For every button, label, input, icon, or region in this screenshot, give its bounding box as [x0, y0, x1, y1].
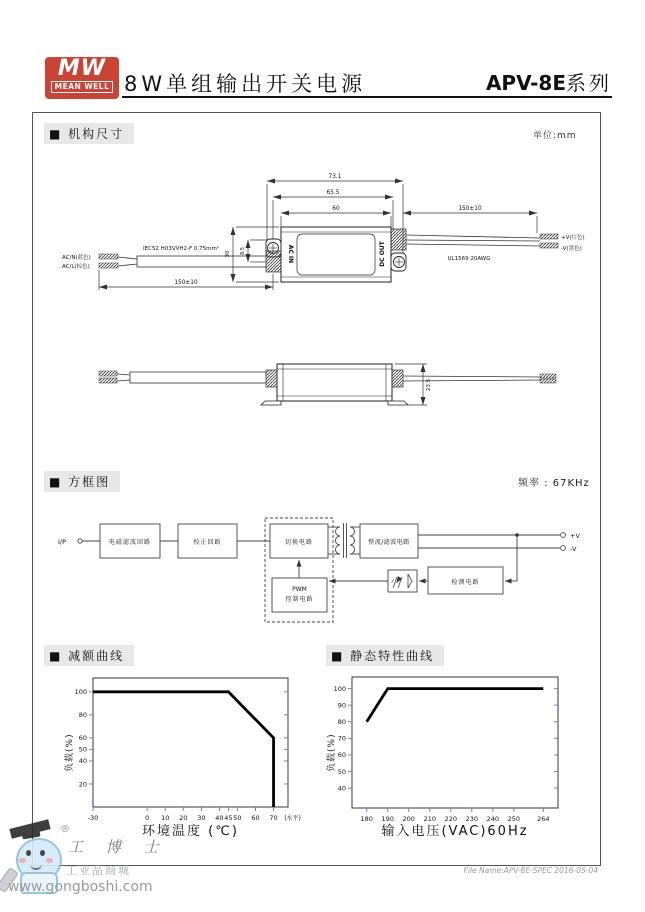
dimension-60	[281, 206, 391, 227]
data-series-line	[367, 689, 544, 722]
x-tick-label: 210	[423, 815, 436, 823]
x-tick-label: 220	[444, 815, 458, 823]
dim-offset-label: 8.5	[240, 247, 246, 255]
x-tick-label: 190	[381, 815, 394, 823]
x-tick-label: 0	[145, 814, 150, 822]
dimension-150-right	[403, 206, 537, 233]
x-tick-label: 180	[360, 815, 373, 823]
ac-l-label: AC/L(棕色)	[62, 264, 90, 270]
ac-in-marking: AC IN	[287, 244, 294, 264]
logo-brand-text: MEAN WELL	[51, 81, 114, 93]
output-filter-label: 整流/滤波电路	[368, 539, 410, 546]
pwm-box	[272, 578, 327, 612]
plot-border	[93, 678, 288, 807]
device-top-view	[281, 227, 391, 282]
watermark-name: 工 博 士	[68, 838, 168, 856]
pwm-label-1: PWM	[292, 586, 307, 593]
optocoupler-box	[388, 570, 417, 592]
dim-body-label: 60	[332, 206, 340, 212]
y-tick-label: 40	[78, 757, 87, 766]
dc-out-marking: DC OUT	[379, 241, 386, 267]
dim-height-label: 30	[225, 250, 231, 258]
detection-label: 检测电路	[451, 579, 480, 586]
mounting-ear-right	[391, 253, 406, 271]
switching-label: 切换电路	[284, 539, 314, 546]
section-derating-header: ■ 减额曲线	[44, 645, 134, 666]
static-x-axis-title: 输入电压(VAC)60Hz	[381, 824, 529, 839]
v-plus-terminal-label: +V	[570, 532, 580, 540]
section-mechanical-header: ■ 机构尺寸	[44, 123, 134, 144]
dim-cable-in-label: 150±10	[174, 280, 198, 286]
x-tick-label: 10	[161, 814, 170, 822]
dim-side-height-label: 23.5	[426, 378, 432, 392]
unit-label: 单位:mm	[533, 131, 577, 141]
input-terminal	[78, 539, 82, 543]
x-tick-label: 20	[179, 814, 188, 822]
v-minus-label: -V(黑色)	[561, 246, 582, 252]
x-tick-label: 250	[507, 815, 521, 823]
emi-filter-label: 电磁滤波回路	[108, 539, 152, 546]
x-tick-label: 230	[465, 815, 479, 823]
y-tick-label: 100	[333, 684, 346, 693]
cable-gland-input	[266, 251, 281, 272]
cable-gland-output	[391, 229, 406, 250]
y-tick-label: 70	[337, 734, 346, 743]
correction-label: 校正回路	[193, 539, 222, 546]
y-tick-label: 100	[74, 688, 87, 697]
section-static-header: ■ 静态特性曲线	[326, 645, 444, 666]
registered-mark: ®	[60, 824, 70, 835]
y-tick-label: 80	[337, 718, 346, 727]
x-tick-label: 200	[402, 815, 415, 823]
input-wire-spec-label: IEC52 H03VVH2-F 0.75mm²	[143, 246, 220, 252]
dim-gland-label: 65.5	[326, 190, 340, 196]
y-tick-label: 50	[78, 745, 87, 754]
watermark-url[interactable]: www.gongboshi.com	[8, 879, 153, 895]
mechanical-drawing	[32, 150, 600, 450]
static-characteristic-chart	[312, 660, 602, 845]
series-model: APV-8E	[485, 71, 566, 95]
derating-x-axis-title: 环境温度 (℃)	[142, 824, 239, 839]
y-tick-label: 40	[337, 784, 346, 793]
input-terminal-label: I/P	[58, 538, 67, 546]
dim-cable-out-label: 150±10	[458, 206, 482, 212]
section-block-diagram-header: ■ 方框图	[44, 471, 120, 492]
x-tick-label: 264	[537, 815, 550, 823]
dimension-150-left	[99, 270, 273, 290]
watermark-tagline: 工业品商城	[66, 864, 131, 877]
x-tick-label: -30	[87, 814, 99, 822]
series-suffix: 系列	[566, 71, 612, 95]
frequency-label: 频率 : 67KHz	[518, 478, 590, 489]
block-diagram	[40, 500, 600, 635]
side-gland-output	[392, 370, 403, 387]
y-tick-label: 60	[337, 751, 346, 760]
side-gland-input	[266, 370, 277, 387]
y-tick-label: 80	[78, 711, 87, 720]
x-tick-label: 70	[269, 814, 278, 822]
v-minus-terminal-label: -V	[570, 545, 577, 553]
v-plus-label: +V(红色)	[561, 235, 585, 241]
y-tick-label: 20	[78, 780, 87, 789]
v-plus-terminal	[561, 533, 566, 538]
file-info: File Name:APV-8E-SPEC 2016-05-04	[463, 866, 598, 875]
dim-total-label: 73.1	[328, 174, 342, 180]
title-underline	[122, 96, 612, 98]
page-title: 8W单组输出开关电源	[124, 72, 367, 96]
device-side-view	[261, 364, 408, 405]
y-tick-label: 50	[337, 767, 346, 776]
output-wire-spec-label: UL1569 20AWG	[447, 256, 491, 262]
meanwell-logo	[45, 57, 119, 99]
ac-n-label: AC/N(蓝色)	[62, 255, 91, 261]
y-tick-label: 60	[78, 734, 87, 743]
x-tick-label: 60	[251, 814, 260, 822]
derating-y-axis-title: 负载(%)	[65, 733, 75, 772]
dc-output-cable	[406, 234, 558, 248]
x-tick-label: 30	[197, 814, 206, 822]
static-y-axis-title: 负载(%)	[327, 733, 337, 772]
series-title	[486, 67, 612, 96]
side-input-cable	[99, 371, 266, 383]
ac-input-cable	[99, 254, 266, 268]
logo-mw-text: MW	[57, 56, 107, 81]
x-tick-label: 240	[486, 815, 500, 823]
v-minus-terminal	[561, 546, 566, 551]
x-tick-label: 45	[224, 814, 233, 822]
x-axis-annotation: (水平)	[284, 815, 301, 822]
x-tick-label: 50	[233, 814, 242, 822]
y-tick-label: 90	[337, 701, 346, 710]
pwm-label-2: 控制电路	[285, 596, 314, 603]
x-tick-label: 40	[215, 814, 224, 822]
data-series-line	[93, 692, 274, 807]
